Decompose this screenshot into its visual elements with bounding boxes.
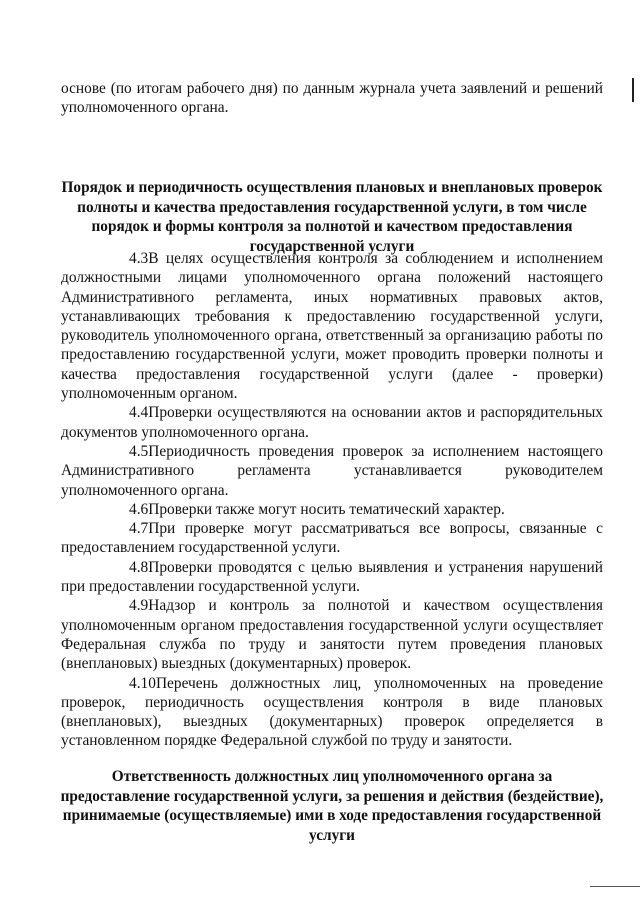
scan-edge-mark [632, 78, 634, 102]
scan-edge-mark [590, 886, 640, 887]
paragraph-number: 4.10 [129, 674, 156, 692]
paragraph-4-8 [61, 558, 603, 597]
intro-paragraph [61, 79, 603, 118]
paragraph-text: Надзор и контроль за полнотой и качеством осуществления уполномоченным органом предоставления государственной услуги осуществляет Федеральная служба по труду и занятости путем проведения плановых (внеплановых) выездных (документарных) проверок. [61, 597, 603, 673]
paragraph-4-10 [61, 674, 603, 751]
paragraph-text: Периодичность проведения проверок за исполнением настоящего Административного регламента устанавливается руководителем уполномоченного органа. [61, 442, 603, 499]
section-heading-control: Порядок и периодичность осуществления плановых и внеплановых проверок полноты и качества предоставления государственной услуги, в том числе порядок и формы контроля за полнотой и качеством предоставления государственной услуги [61, 179, 603, 255]
paragraph-number: 4.3 [129, 250, 149, 267]
paragraph-4-4 [61, 403, 603, 442]
paragraph-number: 4.7 [129, 520, 149, 538]
section-body [61, 249, 603, 751]
paragraph-text: Проверки осуществляются на основании актов и распорядительных документов уполномоченного органа. [61, 404, 603, 441]
paragraph-text: При проверке могут рассматриваться все вопросы, связанные с предоставлением государственной услуги. [61, 520, 603, 557]
section-heading-responsibility: Ответственность должностных лиц уполномоченного органа за предоставление государственной услуги, за решения и действия (бездействие), принимаемые (осуществляемые) ими в ходе предоставления государственной услуги [60, 768, 604, 844]
paragraph-4-9 [61, 596, 603, 673]
paragraph-4-3 [61, 249, 603, 403]
paragraph-number: 4.6 [129, 500, 149, 518]
paragraph-text: Проверки проводятся с целью выявления и устранения нарушений при предоставлении государственной услуги. [61, 558, 603, 596]
paragraph-4-7 [61, 519, 603, 558]
paragraph-text: В целях осуществления контроля за соблюдением и исполнением должностными лицами уполномоченного органа положений настоящего Административного регламента, иных нормативных правовых актов, устанавливающих требования к предоставлению государственной услуги, руководитель уполномоченного органа, ответственный за организацию работы по предоставлению государственной услуги, может проводить проверки полноты и качества предоставления государственной услуги (далее - проверки) уполномоченным органом. [61, 250, 603, 403]
intro-text: основе (по итогам рабочего дня) по данным журнала учета заявлений и решений уполномоченного органа. [61, 80, 603, 117]
paragraph-number: 4.4 [129, 404, 149, 422]
paragraph-number: 4.5 [129, 442, 149, 460]
paragraph-text: Проверки также могут носить тематический характер. [148, 500, 505, 518]
paragraph-text: Перечень должностных лиц, уполномоченных на проведение проверок, периодичность осуществления контроля в виде плановых (внеплановых), выездных (документарных) проверок определяется в установленном порядке Федеральной службой по труду и занятости. [61, 674, 603, 750]
paragraph-number: 4.8 [129, 558, 149, 576]
paragraph-number: 4.9 [129, 597, 149, 615]
paragraph-4-6 [61, 500, 603, 519]
paragraph-4-5 [61, 442, 603, 500]
